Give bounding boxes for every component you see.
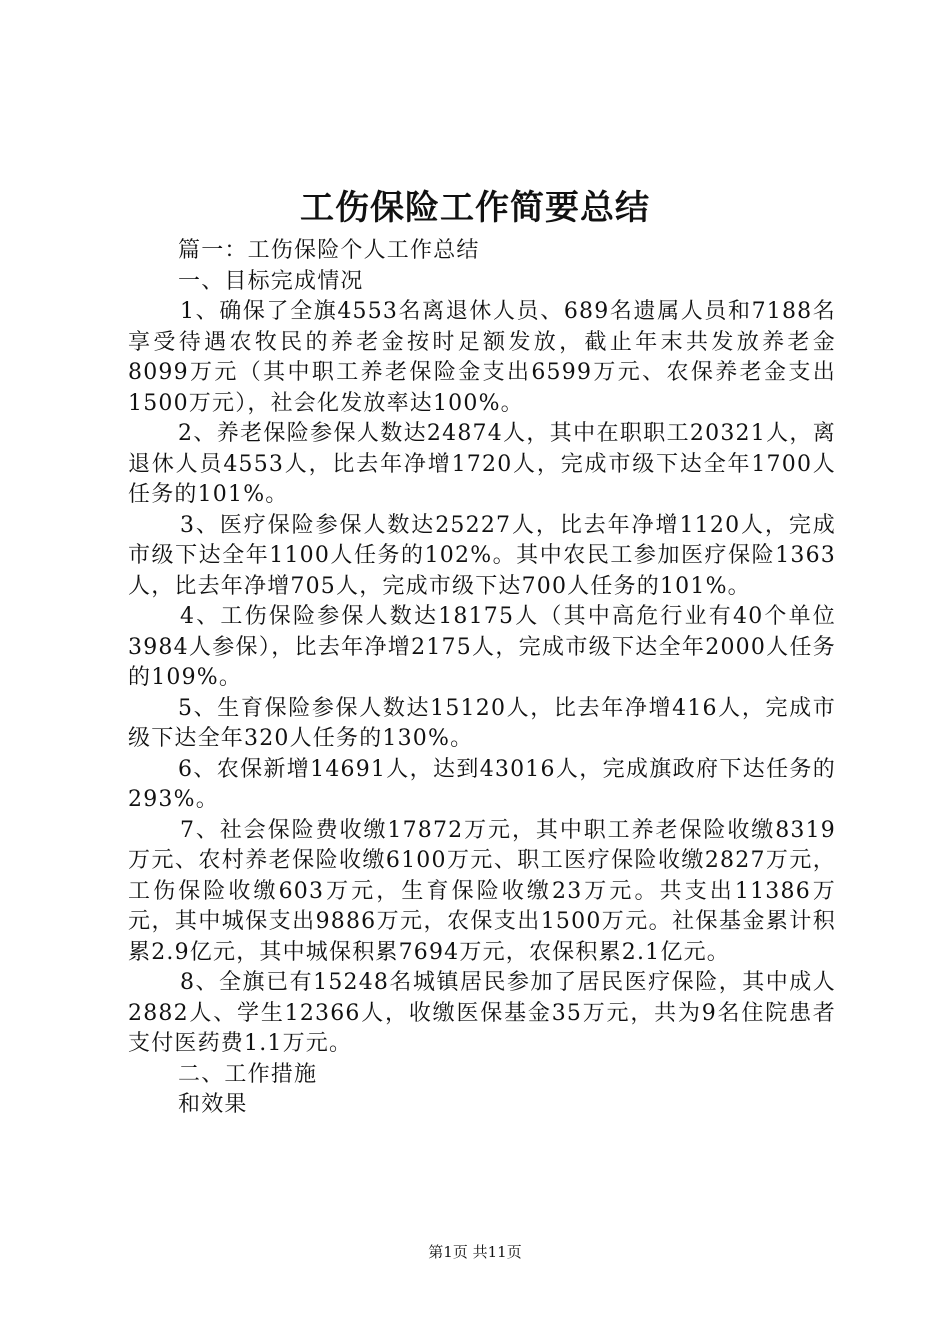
section-heading: 篇一：工伤保险个人工作总结 — [178, 238, 480, 263]
document-title: 工伤保险工作简要总结 — [300, 188, 650, 228]
page-number-footer: 第1页 共11页 — [428, 1243, 522, 1261]
paragraph-item-4: 4、工伤保险参保人数达18175人（其中高危行业有40个单位3984人参保），比去年净增2175人，完成市级下达全年2000人任务的109%。 — [128, 604, 836, 690]
paragraph-item-5: 5、生育保险参保人数达15120人，比去年净增416人，完成市级下达全年320人任务的130%。 — [128, 695, 836, 751]
paragraph-item-6: 6、农保新增14691人，达到43016人，完成旗政府下达任务的293%。 — [128, 756, 836, 812]
paragraph-item-2: 2、养老保险参保人数达24874人，其中在职职工20321人，离退休人员4553人，比去年净增1720人，完成市级下达全年1700人任务的101%。 — [128, 421, 836, 507]
subsection-heading-2: 二、工作措施 — [178, 1061, 318, 1087]
paragraph-item-1: 1、确保了全旗4553名离退休人员、689名遗属人员和7188名享受待遇农牧民的养老金按时足额发放，截止年末共发放养老金8099万元（其中职工养老保险金支出6599万元、农保养老金支出1500万元），社会化发放率达100%。 — [128, 299, 836, 416]
paragraph-item-8: 8、全旗已有15248名城镇居民参加了居民医疗保险，其中成人2882人、学生12366人，收缴医保基金35万元，共为9名住院患者支付医药费1.1万元。 — [128, 970, 836, 1056]
paragraph-item-7: 7、社会保险费收缴17872万元，其中职工养老保险收缴8319万元、农村养老保险收缴6100万元、职工医疗保险收缴2827万元，工伤保险收缴603万元，生育保险收缴23万元。共支出11386万元，其中城保支出9886万元，农保支出1500万元。社保基金累计积累2.9亿元，其中城保积累7694万元，农保积累2.1亿元。 — [128, 817, 836, 965]
paragraph-continuation: 和效果 — [178, 1092, 248, 1117]
subsection-heading: 一、目标完成情况 — [178, 268, 364, 294]
paragraph-item-3: 3、医疗保险参保人数达25227人，比去年净增1120人，完成市级下达全年1100人任务的102%。其中农民工参加医疗保险1363人，比去年净增705人，完成市级下达700人任务的101%。 — [128, 512, 836, 599]
document-body — [128, 236, 836, 1121]
